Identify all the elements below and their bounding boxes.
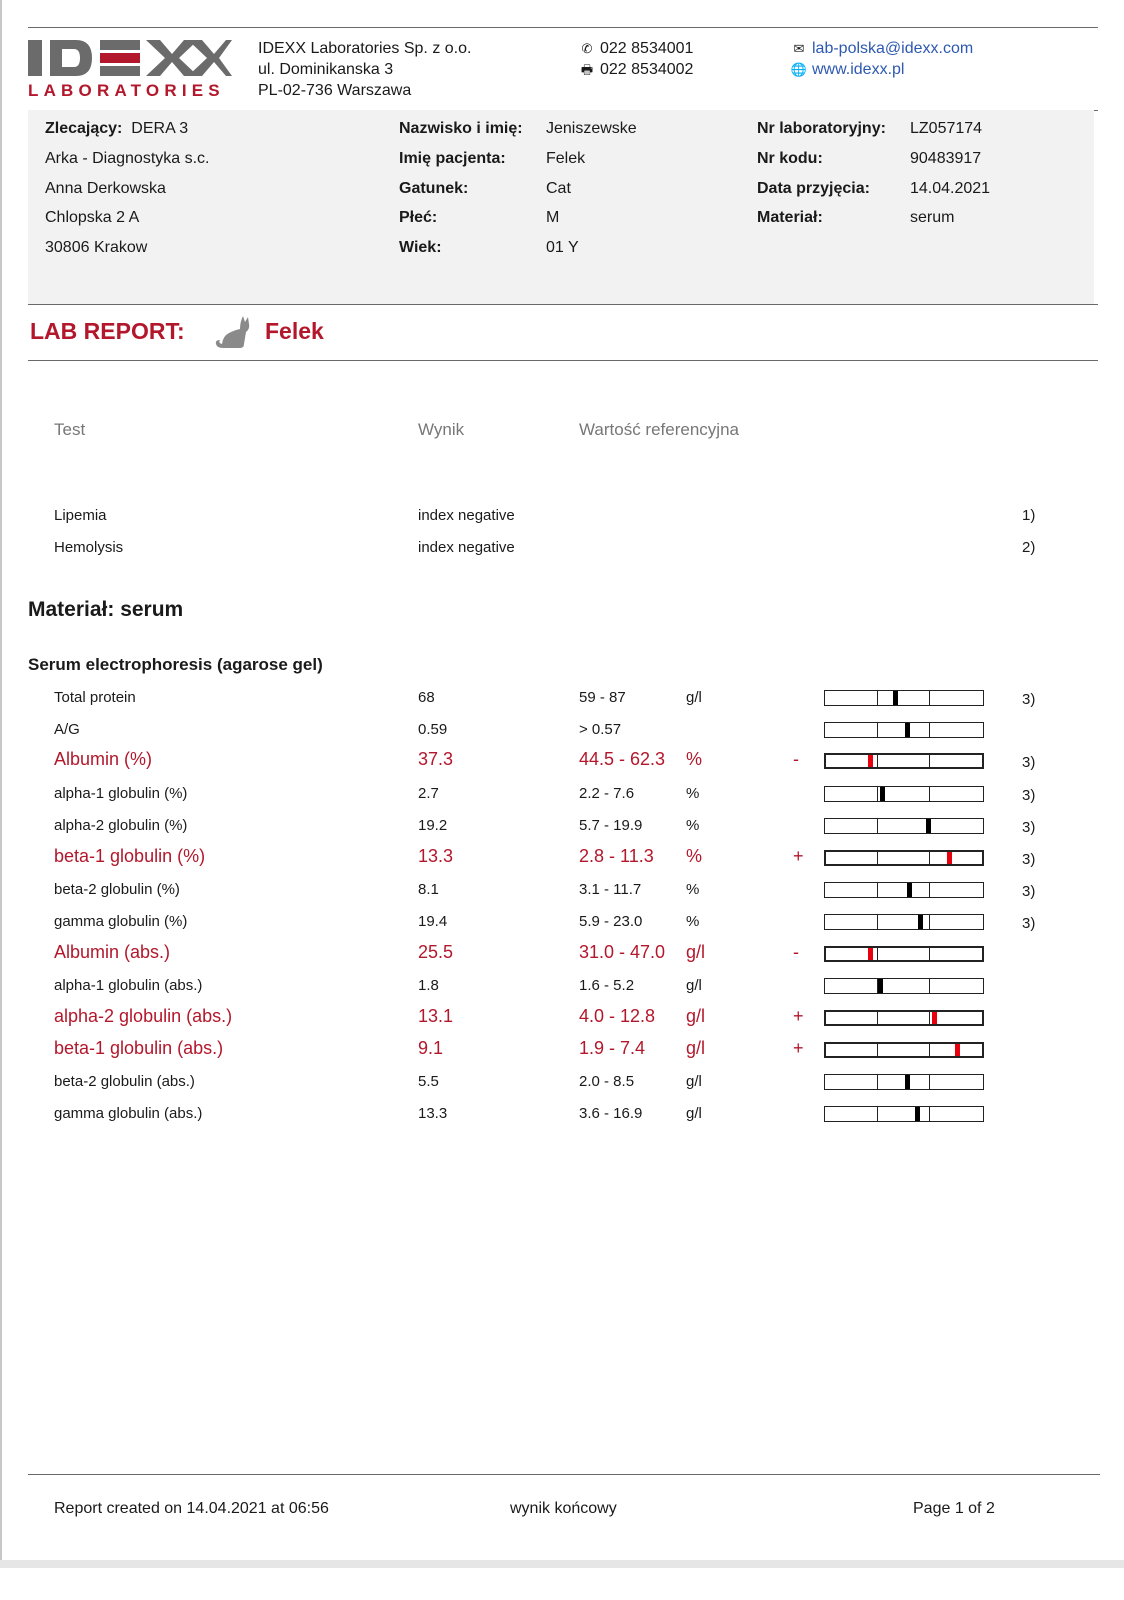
client-line: Chlopska 2 A	[45, 209, 140, 226]
row-unit: %	[686, 881, 700, 898]
page-number: Page 1 of 2	[913, 1500, 995, 1517]
row-reference-range: > 0.57	[579, 721, 622, 738]
sex-value: M	[546, 209, 560, 226]
globe-icon: 🌐	[790, 62, 808, 77]
row-reference-range: 5.7 - 19.9	[579, 817, 643, 834]
range-bar-tick	[877, 723, 878, 737]
row-reference-range: 59 - 87	[579, 689, 626, 706]
footnote-ref: 3)	[1022, 883, 1036, 900]
row-unit: g/l	[686, 942, 706, 962]
row-result: 0.59	[418, 721, 448, 738]
range-bar-tick	[929, 787, 930, 801]
range-indicator-bar	[824, 978, 984, 994]
quality-result: index negative	[418, 507, 515, 524]
company-street: ul. Dominikanska 3	[258, 61, 394, 78]
lab-number-label: Nr laboratoryjny:	[757, 120, 886, 137]
patient-name-value: Felek	[546, 150, 586, 167]
range-indicator-bar	[824, 753, 984, 769]
row-test-name: gamma globulin (%)	[54, 913, 188, 930]
row-reference-range: 1.9 - 7.4	[579, 1038, 646, 1058]
row-test-name: beta-1 globulin (%)	[54, 846, 206, 866]
range-bar-tick	[929, 1012, 930, 1024]
result-marker	[918, 915, 923, 929]
range-bar-tick	[877, 1107, 878, 1121]
material-heading: Materiał: serum	[28, 598, 184, 621]
range-bar-tick	[877, 883, 878, 897]
row-result: 13.3	[418, 1105, 448, 1122]
sex-label: Płeć:	[399, 209, 438, 226]
range-bar-tick	[877, 1012, 878, 1024]
footnote-ref: 3)	[1022, 851, 1036, 868]
row-result: 13.3	[418, 846, 454, 866]
row-unit: %	[686, 913, 700, 930]
row-unit: g/l	[686, 1105, 702, 1122]
cat-icon	[213, 314, 253, 350]
range-indicator-bar	[824, 722, 984, 738]
row-test-name: beta-2 globulin (%)	[54, 881, 180, 898]
range-bar-tick	[929, 852, 930, 864]
company-name: IDEXX Laboratories Sp. z o.o.	[258, 40, 472, 57]
range-bar-tick	[929, 691, 930, 705]
patient-surname-label: Nazwisko i imię:	[399, 120, 523, 137]
row-test-name: Total protein	[54, 689, 136, 706]
patient-surname-value: Jeniszewske	[546, 120, 637, 137]
client-label: Zlecający:	[45, 120, 123, 137]
quality-test-name: Lipemia	[54, 507, 107, 524]
client-field	[45, 120, 188, 138]
phone-icon: ✆	[581, 41, 593, 56]
company-address	[258, 38, 471, 101]
email-link[interactable]: lab-polska@idexx.com	[812, 40, 974, 57]
column-header-result: Wynik	[418, 420, 465, 439]
row-result: 37.3	[418, 749, 454, 769]
result-marker	[905, 723, 910, 737]
result-marker	[915, 1107, 920, 1121]
age-value: 01 Y	[546, 239, 579, 256]
company-city: PL-02-736 Warszawa	[258, 82, 412, 99]
footnote-ref: 2)	[1022, 539, 1036, 556]
range-indicator-bar	[824, 850, 984, 866]
row-flag: -	[793, 942, 799, 962]
range-indicator-bar	[824, 1106, 984, 1122]
range-bar-tick	[877, 852, 878, 864]
lab-number-value: LZ057174	[910, 120, 983, 137]
row-result: 68	[418, 689, 435, 706]
row-test-name: beta-2 globulin (abs.)	[54, 1073, 195, 1090]
range-indicator-bar	[824, 1042, 984, 1058]
row-unit: g/l	[686, 1006, 706, 1026]
website-link[interactable]: www.idexx.pl	[812, 61, 905, 78]
range-bar-tick	[877, 1075, 878, 1089]
species-label: Gatunek:	[399, 180, 469, 197]
quality-test-name: Hemolysis	[54, 539, 124, 556]
row-flag: -	[793, 749, 799, 769]
client-value: DERA 3	[131, 120, 189, 137]
row-result: 19.4	[418, 913, 448, 930]
received-date-value: 14.04.2021	[910, 180, 991, 197]
row-result: 19.2	[418, 817, 448, 834]
report-status: wynik końcowy	[510, 1500, 617, 1517]
range-indicator-bar	[824, 786, 984, 802]
range-indicator-bar	[824, 914, 984, 930]
footnote-ref: 3)	[1022, 787, 1036, 804]
mail-icon: ✉	[793, 41, 805, 56]
row-result: 25.5	[418, 942, 454, 962]
row-test-name: Albumin (%)	[54, 749, 153, 769]
age-label: Wiek:	[399, 239, 442, 256]
range-bar-tick	[877, 915, 878, 929]
row-unit: g/l	[686, 1038, 706, 1058]
row-reference-range: 4.0 - 12.8	[579, 1006, 656, 1026]
client-line: Arka - Diagnostyka s.c.	[45, 150, 210, 167]
result-marker	[905, 1075, 910, 1089]
species-value: Cat	[546, 180, 571, 197]
range-bar-tick	[929, 1075, 930, 1089]
row-reference-range: 44.5 - 62.3	[579, 749, 666, 769]
client-line: 30806 Krakow	[45, 239, 148, 256]
result-marker	[878, 979, 883, 993]
row-reference-range: 1.6 - 5.2	[579, 977, 635, 994]
result-marker	[893, 691, 898, 705]
row-unit: %	[686, 785, 700, 802]
row-unit: g/l	[686, 689, 702, 706]
range-bar-tick	[929, 883, 930, 897]
range-bar-tick	[877, 787, 878, 801]
row-reference-range: 2.8 - 11.3	[579, 846, 654, 866]
range-bar-tick	[929, 915, 930, 929]
row-result: 13.1	[418, 1006, 454, 1026]
row-unit: %	[686, 817, 700, 834]
phone-contacts	[578, 38, 693, 80]
row-reference-range: 5.9 - 23.0	[579, 913, 643, 930]
range-indicator-bar	[824, 818, 984, 834]
bottom-band	[0, 1560, 1124, 1568]
row-reference-range: 2.0 - 8.5	[579, 1073, 635, 1090]
column-header-test: Test	[54, 420, 86, 439]
row-test-name: alpha-1 globulin (abs.)	[54, 977, 203, 994]
row-test-name: Albumin (abs.)	[54, 942, 171, 962]
footnote-ref: 3)	[1022, 819, 1036, 836]
idexx-logo	[28, 38, 232, 78]
client-line: Anna Derkowska	[45, 180, 166, 197]
material-label: Materiał:	[757, 209, 823, 226]
row-reference-range: 3.6 - 16.9	[579, 1105, 643, 1122]
range-bar-tick	[877, 948, 878, 960]
row-reference-range: 31.0 - 47.0	[579, 942, 666, 962]
result-marker	[955, 1044, 960, 1056]
result-marker	[926, 819, 931, 833]
footnote-ref: 3)	[1022, 754, 1036, 771]
code-number-value: 90483917	[910, 150, 982, 167]
result-marker	[947, 852, 952, 864]
result-marker	[868, 755, 873, 767]
patient-name-label: Imię pacjenta:	[399, 150, 506, 167]
row-unit: %	[686, 846, 703, 866]
row-test-name: alpha-2 globulin (abs.)	[54, 1006, 233, 1026]
result-marker	[868, 948, 873, 960]
footnote-ref: 1)	[1022, 507, 1036, 524]
row-flag: +	[793, 846, 804, 866]
footnote-ref: 3)	[1022, 691, 1036, 708]
logo-subtitle: LABORATORIES	[28, 81, 225, 100]
phone-number: 022 8534001	[600, 40, 694, 57]
range-indicator-bar	[824, 1010, 984, 1026]
row-result: 8.1	[418, 881, 439, 898]
range-indicator-bar	[824, 882, 984, 898]
row-unit: %	[686, 749, 703, 769]
row-test-name: alpha-2 globulin (%)	[54, 817, 188, 834]
range-bar-tick	[929, 979, 930, 993]
report-patient-name: Felek	[265, 318, 324, 344]
title-rule	[28, 360, 1098, 361]
row-flag: +	[793, 1038, 804, 1058]
range-bar-tick	[877, 1044, 878, 1056]
top-rule	[28, 27, 1098, 28]
column-header-reference: Wartość referencyjna	[579, 420, 739, 439]
row-result: 2.7	[418, 785, 439, 802]
range-indicator-bar	[824, 1074, 984, 1090]
range-bar-tick	[929, 755, 930, 767]
fax-icon: 🖶	[580, 62, 594, 77]
row-result: 9.1	[418, 1038, 444, 1058]
row-test-name: gamma globulin (abs.)	[54, 1105, 203, 1122]
row-unit: g/l	[686, 977, 702, 994]
range-bar-tick	[929, 948, 930, 960]
range-bar-tick	[877, 691, 878, 705]
range-bar-tick	[929, 1107, 930, 1121]
range-indicator-bar	[824, 946, 984, 962]
report-created: Report created on 14.04.2021 at 06:56	[54, 1500, 329, 1517]
fax-number: 022 8534002	[600, 61, 694, 78]
material-value: serum	[910, 209, 955, 226]
row-test-name: alpha-1 globulin (%)	[54, 785, 188, 802]
row-result: 1.8	[418, 977, 439, 994]
result-marker	[880, 787, 885, 801]
info-bottom-rule	[28, 304, 1098, 305]
panel-heading: Serum electrophoresis (agarose gel)	[28, 655, 323, 674]
row-flag: +	[793, 1006, 804, 1026]
received-date-label: Data przyjęcia:	[757, 180, 870, 197]
row-reference-range: 3.1 - 11.7	[579, 881, 642, 898]
web-contacts	[790, 38, 973, 80]
report-title: LAB REPORT:	[30, 318, 185, 344]
patient-info-box	[28, 110, 1094, 304]
row-unit: g/l	[686, 1073, 702, 1090]
range-bar-tick	[877, 755, 878, 767]
result-marker	[907, 883, 912, 897]
range-bar-tick	[877, 819, 878, 833]
quality-result: index negative	[418, 539, 515, 556]
row-test-name: beta-1 globulin (abs.)	[54, 1038, 224, 1058]
row-test-name: A/G	[54, 721, 80, 738]
result-marker	[932, 1012, 937, 1024]
footer-rule	[28, 1474, 1100, 1475]
range-bar-tick	[929, 723, 930, 737]
range-bar-tick	[929, 1044, 930, 1056]
range-indicator-bar	[824, 690, 984, 706]
footnote-ref: 3)	[1022, 915, 1036, 932]
row-result: 5.5	[418, 1073, 439, 1090]
code-number-label: Nr kodu:	[757, 150, 823, 167]
page-edge	[0, 0, 2, 1560]
row-reference-range: 2.2 - 7.6	[579, 785, 635, 802]
